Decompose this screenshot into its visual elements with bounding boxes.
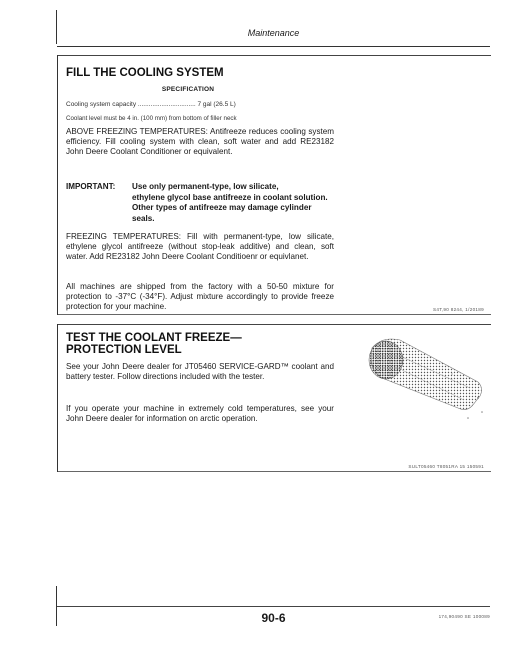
section-bottom-rule (58, 314, 491, 315)
important-label: IMPORTANT: (66, 182, 116, 191)
important-first-line: Use only permanent-type, low silicate, (132, 182, 279, 191)
coolant-tester-illustration (360, 326, 488, 432)
section-reference-code: SULT05460 T8051RA 15 150591 (408, 464, 484, 469)
spec-capacity-line: Cooling system capacity ................................ 7 gal (26.5 L) (66, 101, 236, 108)
section-top-rule (58, 324, 491, 325)
important-notice (66, 182, 334, 224)
section-top-rule (58, 55, 491, 56)
section-bottom-rule (58, 471, 491, 472)
test-coolant-section (57, 324, 490, 472)
page-header-title: Maintenance (247, 28, 300, 38)
arctic-operation-paragraph: If you operate your machine in extremely cold temperatures, see your John Deere dealer for information on arctic operation. (66, 404, 334, 424)
fill-cooling-system-section (57, 55, 490, 315)
section-title: FILL THE COOLING SYSTEM (66, 67, 224, 79)
section-title-line2: PROTECTION LEVEL (66, 344, 182, 356)
footer-rule (57, 606, 490, 607)
section-title-line1: TEST THE COOLANT FREEZE— (66, 332, 242, 344)
section-reference-code: S4T,90 8244, 1/20189 (433, 307, 484, 312)
coolant-level-note: Coolant level must be 4 in. (100 mm) from bottom of filler neck (66, 115, 237, 122)
factory-mixture-paragraph: All machines are shipped from the factory with a 50-50 mixture for protection to -37°C (-34°F). Adjust mixture accordingly to provide freeze protection for your machine. (66, 282, 334, 312)
freezing-paragraph: FREEZING TEMPERATURES: Fill with permanent-type, low silicate, ethylene glycol antifreeze (without stop-leak additive) and clean, soft water. Add RE23182 John Deere Coolant Conditioenr or equivlanet. (66, 232, 334, 262)
above-freezing-paragraph: ABOVE FREEZING TEMPERATURES: Antifreeze reduces cooling system efficiency. Fill cooling system with clean, soft water and add RE23182 John Deere Coolant Conditioner or equivalent. (66, 127, 334, 157)
header-rule (57, 46, 490, 47)
tester-paragraph: See your John Deere dealer for JT05460 SERVICE-GARD™ coolant and battery tester. Follow directions included with the tester. (66, 362, 334, 382)
specification-heading: SPECIFICATION (161, 86, 215, 93)
page-left-rule-top (56, 10, 57, 44)
footer-reference-code: 174,90490 SE 100089 (438, 614, 490, 619)
important-rest: ethylene glycol base antifreeze in coolant solution. Other types of antifreeze may damage cylinder seals. (132, 192, 328, 223)
page-number: 90-6 (261, 611, 286, 625)
